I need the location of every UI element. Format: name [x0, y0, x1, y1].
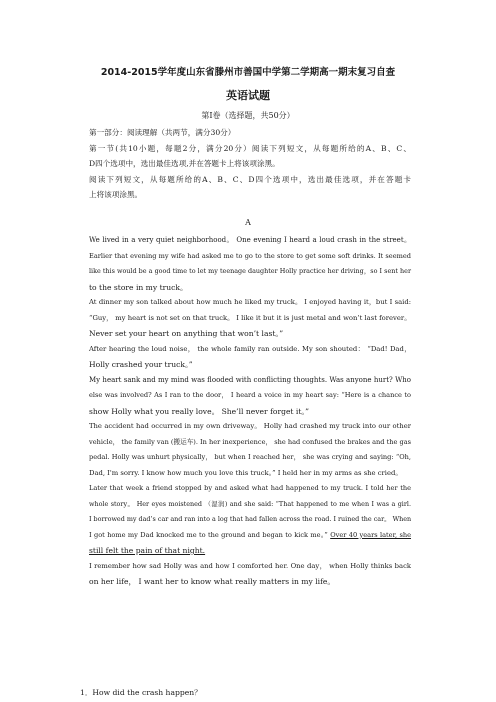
volume-heading: 第Ⅰ卷（选择题，共50分）	[201, 111, 295, 120]
passage-line: At dinner my son talked about how much he liked my truck。 I enjoyed having it，but I said:	[89, 298, 411, 306]
passage-line	[89, 543, 411, 559]
passage-a	[89, 233, 411, 590]
passage-line: show Holly what you really love。 She’ll never forget it。”	[89, 406, 310, 416]
instructions-block	[89, 125, 411, 203]
passage-line: on her life， I want her to know what really matters in my life。	[89, 577, 335, 586]
passage-line: I remember how sad Holly was and how I comforted her. One day， when Holly thinks back	[89, 561, 411, 570]
exam-title: 2014-2015学年度山东省滕州市善国中学第二学期高一期末复习自查	[100, 67, 396, 78]
passage-line: Holly crashed your truck。”	[89, 360, 193, 369]
section1-instruction-line2: D四个选项中，选出最佳选项,并在答题卡上将该项涂黑。	[89, 159, 280, 168]
passage-line: like this would be a good time to let my teenage daughter Holly practice her driving，so I sent her	[89, 267, 411, 275]
underlined-sentence-end: still felt the pain of that night.	[89, 546, 206, 555]
passage-line: I borrowed my dad’s car and ran into a log that had fallen across the road. I ruined the car。 When	[89, 515, 412, 523]
passage-line: whole story。 Her eyes moistened （湿润) and she said: “That happened to me when I was a girl.	[89, 499, 411, 508]
passage-line: to the store in my truck。	[89, 282, 188, 292]
passage-line: vehicle， the family van (搬运车). In her inexperience， she had confused the brakes and the gas	[89, 437, 412, 446]
passage-line: Earlier that evening my wife had asked me to go to the store to get some soft drinks. It seemed	[89, 251, 411, 260]
question-1: 1．How did the crash happen？	[80, 688, 202, 697]
passage-line-mixed	[89, 528, 411, 544]
passage-line: Never set your heart on anything that won’t last。”	[89, 329, 284, 338]
part-heading: 第一部分：阅读理解（共两节，满分30分）	[89, 128, 236, 137]
passage-label: A	[245, 218, 251, 227]
passage-line: “Guy， my heart is not set on that truck。 I like it but it is just metal and won’t last forever。	[89, 313, 411, 322]
passage-text: I got home my Dad knocked me to the ground and began to kick me。”	[89, 530, 328, 539]
passage-line: My heart sank and my mind was flooded with conflicting thoughts. Was anyone hurt? Who	[89, 375, 411, 384]
reading-instruction-line2: 上将该项涂黑。	[89, 190, 143, 199]
question-block	[80, 685, 402, 701]
passage-line: We lived in a very quiet neighborhood。 One evening I heard a loud crash in the street。	[89, 236, 411, 244]
passage-line: Dad, I'm sorry. I know how much you love this truck。” I held her in my arms as she cried。	[89, 468, 403, 477]
exam-subtitle: 英语试题	[226, 89, 270, 102]
passage-line: else was involved? As I ran to the door， I heard a voice in my heart say: “Here is a chance to	[89, 391, 411, 399]
passage-line: Later that week a friend stopped by and asked what had happened to my truck. I told her the	[89, 484, 411, 492]
passage-line: The accident had occurred in my own driveway。 Holly had crashed my truck into our other	[89, 422, 411, 430]
section1-instruction-line1: 第一节(共10小题，每题2分，满分20分）阅读下列短文，从每题所给的A、B、C、	[89, 143, 411, 153]
underlined-sentence: Over 40 years later, she	[330, 530, 411, 539]
passage-line: pedal. Holly was unhurt physically， but when I reached her， she was crying and saying: “Oh,	[89, 453, 411, 461]
reading-instruction-line1: 阅读下列短文，从每题所给的A、B、C、D四个选项中，选出最佳选项，并在答题卡	[89, 174, 411, 184]
passage-line: After hearing the loud noise， the whole family ran outside. My son shouted： “Dad! Dad，	[89, 344, 411, 353]
